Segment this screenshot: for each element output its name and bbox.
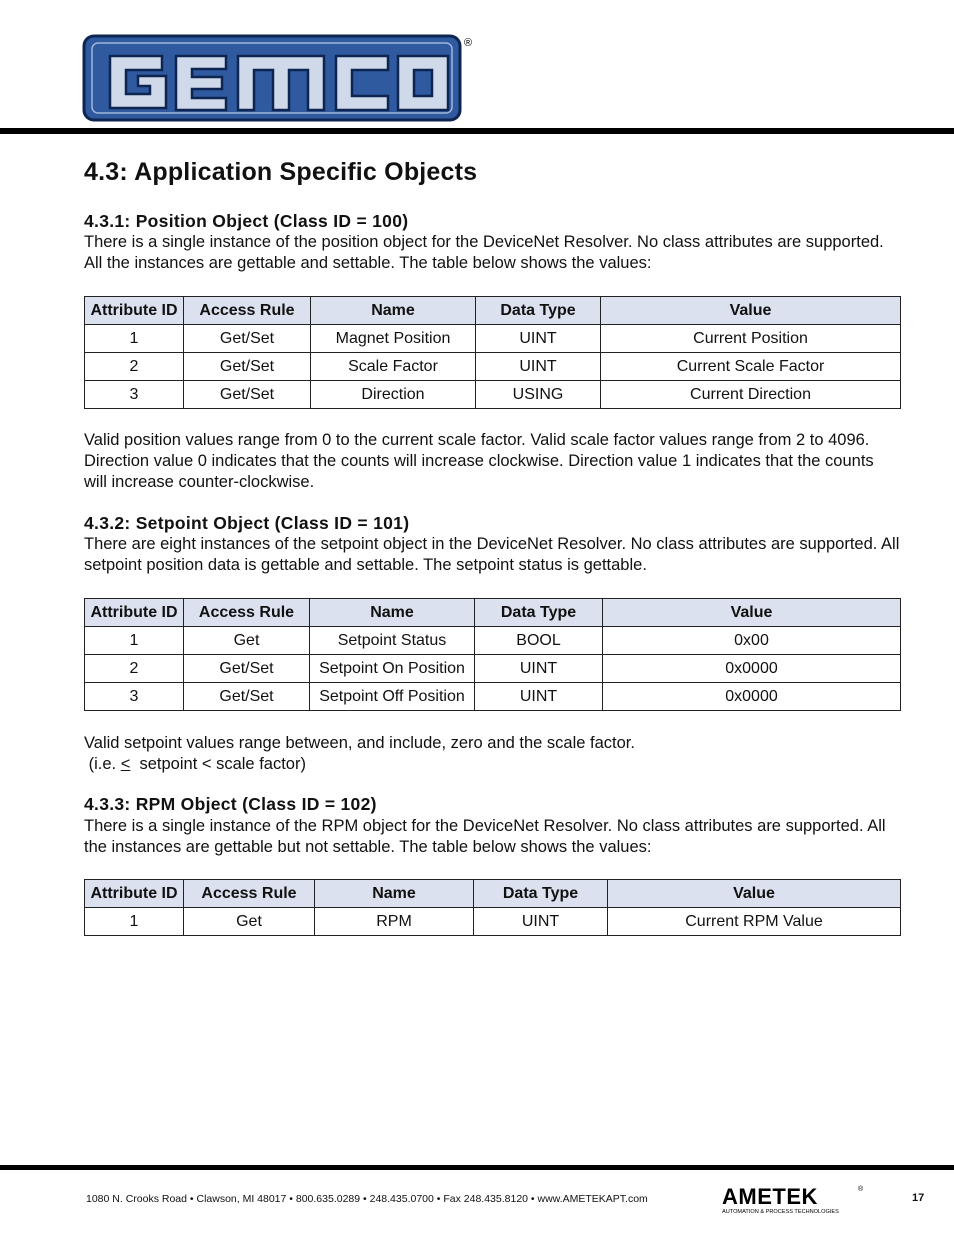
table-header-row	[85, 880, 901, 908]
table-cell: UINT	[476, 353, 601, 381]
table-cell: 0x00	[603, 627, 901, 655]
rpm-object-table	[84, 879, 901, 936]
setpoint-object-note	[84, 733, 900, 775]
table-cell: UINT	[475, 655, 603, 683]
table-cell: Scale Factor	[311, 353, 476, 381]
table-cell: 2	[85, 353, 184, 381]
table-row	[85, 353, 901, 381]
column-header: Data Type	[476, 297, 601, 325]
registered-mark: ®	[464, 37, 473, 49]
table-cell: Current RPM Value	[608, 908, 901, 936]
footer-rule	[0, 1165, 954, 1170]
setpoint-note-line1: Valid setpoint values range between, and include, zero and the scale factor.	[84, 734, 635, 752]
less-than-or-equal-symbol: <	[120, 755, 131, 773]
footer-address: 1080 N. Crooks Road • Clawson, MI 48017 • 800.635.0289 • 248.435.0700 • Fax 248.435.8120 • www.AMETEKAPT.com	[86, 1193, 648, 1205]
table-cell: Setpoint Off Position	[310, 683, 475, 711]
ametek-tagline: AUTOMATION & PROCESS TECHNOLOGIES	[722, 1209, 839, 1215]
table-row	[85, 381, 901, 409]
table-cell: UINT	[476, 325, 601, 353]
table-header-row	[85, 599, 901, 627]
column-header: Access Rule	[184, 880, 315, 908]
column-header: Attribute ID	[85, 297, 184, 325]
table-cell: Setpoint On Position	[310, 655, 475, 683]
table-cell: Current Direction	[601, 381, 901, 409]
table-cell: Setpoint Status	[310, 627, 475, 655]
table-cell: Get/Set	[184, 683, 310, 711]
table-cell: 1	[85, 325, 184, 353]
table-cell: 0x0000	[603, 655, 901, 683]
column-header: Attribute ID	[85, 599, 184, 627]
ametek-brand: AMETEK	[722, 1184, 818, 1209]
table-cell: UINT	[474, 908, 608, 936]
position-object-heading: 4.3.1: Position Object (Class ID = 100)	[84, 211, 409, 231]
setpoint-note-suffix: setpoint < scale factor)	[130, 755, 306, 773]
column-header: Attribute ID	[85, 880, 184, 908]
column-header: Data Type	[474, 880, 608, 908]
column-header: Access Rule	[184, 599, 310, 627]
table-cell: Current Position	[601, 325, 901, 353]
table-cell: 1	[85, 908, 184, 936]
table-cell: Direction	[311, 381, 476, 409]
rpm-object-intro: There is a single instance of the RPM object for the DeviceNet Resolver. No class attributes are supported. All the instances are gettable but not settable. The table below shows the values:	[84, 817, 886, 856]
column-header: Data Type	[475, 599, 603, 627]
table-cell: UINT	[475, 683, 603, 711]
ametek-logo	[720, 1182, 870, 1216]
table-cell: Get/Set	[184, 325, 311, 353]
table-row	[85, 683, 901, 711]
page-number: 17	[912, 1192, 925, 1204]
table-header-row	[85, 297, 901, 325]
table-cell: Get/Set	[184, 381, 311, 409]
ametek-registered-mark: ®	[858, 1186, 864, 1193]
table-cell: 2	[85, 655, 184, 683]
setpoint-object-intro: There are eight instances of the setpoint object in the DeviceNet Resolver. No class attributes are supported. All setpoint position data is gettable and settable. The setpoint status is gettable.	[84, 535, 900, 574]
table-cell: Get/Set	[184, 353, 311, 381]
column-header: Name	[310, 599, 475, 627]
table-cell: 3	[85, 683, 184, 711]
table-cell: RPM	[315, 908, 474, 936]
position-object-note: Valid position values range from 0 to the current scale factor. Valid scale factor values range from 2 to 4096. Direction value 0 indicates that the counts will increase clockwise. Direction value 1 indicates that the counts will increase counter-clockwise.	[84, 431, 874, 491]
table-cell: Get	[184, 627, 310, 655]
column-header: Value	[601, 297, 901, 325]
table-cell: 1	[85, 627, 184, 655]
table-row	[85, 325, 901, 353]
rpm-object-heading: 4.3.3: RPM Object (Class ID = 102)	[84, 794, 377, 814]
column-header: Name	[315, 880, 474, 908]
table-row	[85, 908, 901, 936]
header-rule	[0, 128, 954, 134]
table-cell: BOOL	[475, 627, 603, 655]
column-header: Access Rule	[184, 297, 311, 325]
column-header: Value	[603, 599, 901, 627]
column-header: Name	[311, 297, 476, 325]
table-cell: 3	[85, 381, 184, 409]
table-row	[85, 655, 901, 683]
table-cell: Get	[184, 908, 315, 936]
column-header: Value	[608, 880, 901, 908]
gemco-logo	[82, 34, 474, 124]
position-object-table	[84, 296, 901, 409]
setpoint-object-table	[84, 598, 901, 711]
table-cell: Magnet Position	[311, 325, 476, 353]
setpoint-note-prefix: (i.e.	[84, 755, 121, 773]
table-cell: USING	[476, 381, 601, 409]
table-cell: Current Scale Factor	[601, 353, 901, 381]
table-row	[85, 627, 901, 655]
position-object-intro: There is a single instance of the position object for the DeviceNet Resolver. No class attributes are supported. All the instances are gettable and settable. The table below shows the values:	[84, 233, 884, 272]
table-cell: Get/Set	[184, 655, 310, 683]
setpoint-object-heading: 4.3.2: Setpoint Object (Class ID = 101)	[84, 513, 410, 533]
section-title: 4.3: Application Specific Objects	[84, 158, 478, 186]
table-cell: 0x0000	[603, 683, 901, 711]
